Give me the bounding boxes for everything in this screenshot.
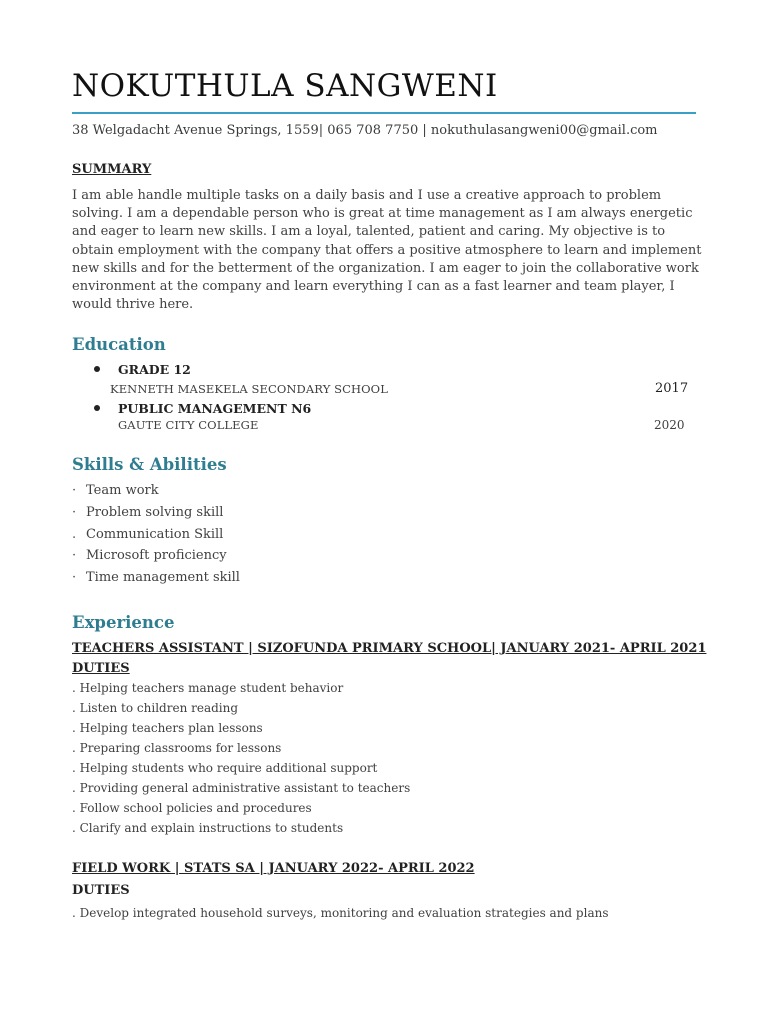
skill-label: Microsoft proficiency (86, 548, 227, 563)
duty-item: . Clarify and explain instructions to students (72, 821, 344, 835)
skill-label: Communication Skill (86, 527, 224, 542)
education-school: KENNETH MASEKELA SECONDARY SCHOOL (110, 382, 388, 396)
duties-heading: DUTIES (72, 883, 130, 898)
skill-item (72, 483, 159, 498)
education-year: 2020 (654, 418, 685, 432)
experience-heading: Experience (72, 613, 175, 632)
duty-item: . Listen to children reading (72, 701, 239, 715)
bullet-icon (94, 366, 100, 372)
skill-bullet: · (72, 483, 77, 498)
skill-item (72, 505, 223, 520)
skills-heading: Skills & Abilities (72, 455, 227, 474)
skill-item (72, 548, 227, 563)
skill-item (72, 570, 240, 585)
skill-label: Problem solving skill (86, 505, 224, 520)
duty-item: . Helping teachers plan lessons (72, 721, 263, 735)
job-title: FIELD WORK | STATS SA | JANUARY 2022- APRIL 2022 (72, 861, 475, 876)
skill-bullet: · (72, 570, 77, 585)
education-title: PUBLIC MANAGEMENT N6 (118, 401, 312, 416)
duties-heading: DUTIES (72, 661, 130, 676)
skill-label: Time management skill (86, 570, 240, 585)
education-school: GAUTE CITY COLLEGE (118, 418, 259, 432)
skill-label: Team work (86, 483, 159, 498)
education-title: GRADE 12 (118, 362, 191, 377)
bullet-icon (94, 405, 100, 411)
candidate-name: NOKUTHULA SANGWENI (72, 68, 498, 104)
contact-line: 38 Welgadacht Avenue Springs, 1559| 065 708 7750 | nokuthulasangweni00@gmail.com (72, 123, 658, 138)
header-rule (72, 112, 696, 114)
education-year: 2017 (655, 381, 689, 396)
duty-item: . Develop integrated household surveys, monitoring and evaluation strategies and plans (72, 906, 609, 920)
duty-item: . Helping teachers manage student behavior (72, 681, 344, 695)
duty-item: . Follow school policies and procedures (72, 801, 312, 815)
skill-bullet: · (72, 505, 77, 520)
skill-bullet: . (72, 527, 77, 542)
skill-item (72, 527, 223, 542)
skill-bullet: · (72, 548, 77, 563)
duty-item: . Providing general administrative assistant to teachers (72, 781, 411, 795)
duty-item: . Preparing classrooms for lessons (72, 741, 282, 755)
summary-heading: SUMMARY (72, 162, 152, 177)
summary-text: I am able handle multiple tasks on a daily basis and I use a creative approach to problem solving. I am a dependable person who is great at time management as I am always energetic and eager to learn new skills. I am a loyal, talented, patient and caring. My objective is to obtain employment with the company that offers a positive atmosphere to learn and implement new skills and for the betterment of the organization. I am eager to join the collaborative work environment at the company and learn everything I can as a fast learner and team player, I would thrive here. (72, 188, 702, 313)
job-title: TEACHERS ASSISTANT | SIZOFUNDA PRIMARY SCHOOL| JANUARY 2021- APRIL 2021 (72, 641, 707, 656)
education-heading: Education (72, 335, 166, 354)
duty-item: . Helping students who require additional support (72, 761, 378, 775)
